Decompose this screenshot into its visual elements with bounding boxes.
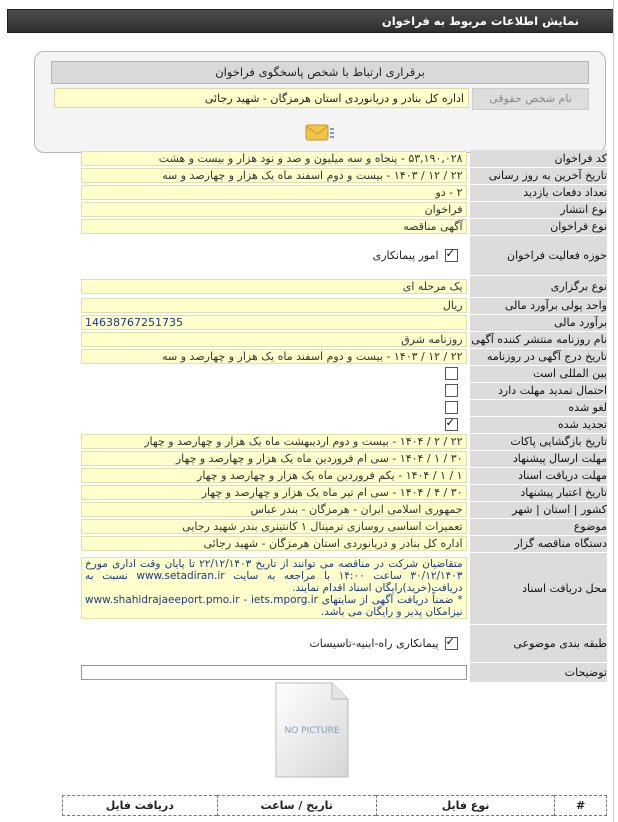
description-value [81,665,467,680]
estimate-label: برآورد مالی [470,314,607,331]
files-date-header: تاریخ / ساعت [217,796,376,816]
publish-type-label: نوع انتشار [470,201,607,218]
description-label: توضیحات [470,662,607,682]
tender-info-table [69,150,607,683]
table-row [69,314,607,331]
table-row [69,150,607,167]
envelope-icon[interactable] [305,122,335,142]
activity-checkbox[interactable] [445,249,458,262]
tender-type-value: آگهی مناقصه [81,219,467,234]
opening-date-value: ۲۲ / ۲ / ۱۴۰۴ - بیست و دوم اردیبهشت ماه یک هزار و چهارصد و چهار [81,434,467,449]
activity-field-label: حوزه فعالیت فراخوان [470,235,607,275]
table-row [69,184,607,201]
extension-checkbox[interactable] [445,384,458,397]
table-row [69,501,607,518]
table-row [69,275,607,297]
doc-deadline-value: ۱ / ۱ / ۱۴۰۴ - یکم فروردین ماه یک هزار و چهارصد و چهار [81,468,467,483]
doc-deadline-label: مهلت دریافت اسناد [470,467,607,484]
visit-count-value: ۲ - دو [81,185,467,200]
visit-count-label: تعداد دفعات بازدید [470,184,607,201]
location-label: کشور | استان | شهر [470,501,607,518]
newspaper-label: نام روزنامه منتشر کننده آگهی [471,333,607,346]
international-label: بین المللی است [470,365,607,382]
table-row [69,450,607,467]
files-type-header: نوع فایل [376,796,554,816]
subject-label: موضوع [470,518,607,535]
tender-code-label: کد فراخوان [470,150,607,167]
doc-location-label: محل دریافت اسناد [470,552,607,624]
cancelled-label: لغو شده [470,399,607,416]
table-row [69,662,607,682]
files-table [62,795,607,816]
extension-label: احتمال تمدید مهلت دارد [470,382,607,399]
opening-date-label: تاریخ بازگشایی پاکات [470,433,607,450]
table-row [69,201,607,218]
newspaper-date-label: تاریخ درج آگهی در روزنامه [470,348,607,365]
contact-panel [34,51,606,153]
table-row [69,365,607,382]
category-label: طبقه بندی موضوعی [470,624,607,662]
location-value: جمهوری اسلامی ایران - هرمزگان - بندر عباس [81,502,467,517]
submit-deadline-value: ۳۰ / ۱ / ۱۴۰۴ - سی ام فروردین ماه یک هزار و چهارصد و چهار [81,451,467,466]
cancelled-checkbox[interactable] [445,401,458,414]
estimate-value: 14638767251735 [81,315,467,330]
activity-value: امور پیمانکاری [372,248,439,262]
publish-type-value: فراخوان [81,202,467,217]
table-row [69,518,607,535]
table-row [69,484,607,501]
table-row [69,167,607,184]
table-row [69,433,607,450]
holding-type-value: یک مرحله ای [81,279,467,294]
table-row [69,535,607,552]
currency-value: ریال [81,298,467,313]
last-update-value: ۲۲ / ۱۲ / ۱۴۰۳ - بیست و دوم اسفند ماه یک هزار و چهارصد و سه [81,168,467,183]
no-picture-text: NO PICTURE [284,726,340,736]
submit-deadline-label: مهلت ارسال پیشنهاد [470,450,607,467]
contact-title: برقراری ارتباط با شخص پاسخگوی فراخوان [51,61,589,84]
files-num-header: # [555,796,607,816]
page-header: نمایش اطلاعات مربوط به فراخوان [7,9,614,33]
organizer-label: دستگاه مناقصه گزار [470,535,607,552]
last-update-label: تاریخ آخرین به روز رسانی [470,167,607,184]
files-header-row [63,796,607,816]
validity-date-value: ۳۰ / ۴ / ۱۴۰۴ - سی ام تیر ماه یک هزار و چهارصد و چهار [81,485,467,500]
category-value: پیمانکاری راه-ابنیه-تاسیسات [309,636,439,650]
international-checkbox[interactable] [445,367,458,380]
table-row [69,382,607,399]
validity-date-label: تاریخ اعتبار پیشنهاد [470,484,607,501]
no-picture-image [272,681,350,779]
contact-row [51,88,589,108]
organizer-value: اداره کل بنادر و دریانوردی استان هرمزگان - شهید رجائی [81,536,467,551]
renewed-checkbox[interactable] [445,418,458,431]
table-row [69,331,607,348]
subject-value: تعمیرات اساسی روسازی ترمینال ۱ کانتینری بندر شهید رجایی [81,519,467,534]
table-row [69,348,607,365]
table-row [69,218,607,235]
table-row [69,467,607,484]
tender-type-label: نوع فراخوان [470,218,607,235]
doc-location-value: متقاضیان شرکت در مناقصه می توانند از تاریخ ۲۲/۱۲/۱۴۰۳ تا پایان وقت اداری مورخ ۳۰/۱۲/۱۴۰۳ ساعت ۱۴:۰۰ با مراجعه به سایت www.setadiran.ir نسبت به دریافت(خرید)رایگان اسناد اقدام نمایند. * ضمناً دریافت آگهی از سایتهای www.shahidrajaeeport.pmo.ir - iets.mporg.ir نیزامکان پذیر و رایگان می باشد. [81,557,467,619]
category-checkbox[interactable] [445,637,458,650]
currency-label: واحد پولی برآورد مالی [470,297,607,314]
holding-type-label: نوع برگزاری [470,275,607,297]
legal-person-value: اداره کل بنادر و دریانوردی استان هرمزگان - شهید رجائی [54,88,469,108]
renewed-label: تجدید شده [470,416,607,433]
newspaper-date-value: ۲۲ / ۱۲ / ۱۴۰۳ - بیست و دوم اسفند ماه یک هزار و چهارصد و سه [81,349,467,364]
scrollbar-track[interactable] [613,0,618,822]
table-row [69,235,607,275]
table-row [69,399,607,416]
table-row [69,416,607,433]
newspaper-value: روزنامه شرق [81,332,467,347]
tender-code-value: ۵۳,۱۹۰,۰۲۸ - پنجاه و سه میلیون و صد و نود هزار و بیست و هشت [81,151,467,166]
table-row [69,624,607,662]
table-row [69,297,607,314]
legal-person-label: نام شخص حقوقی [472,88,589,110]
files-download-header: دریافت فایل [63,796,218,816]
table-row [69,552,607,624]
